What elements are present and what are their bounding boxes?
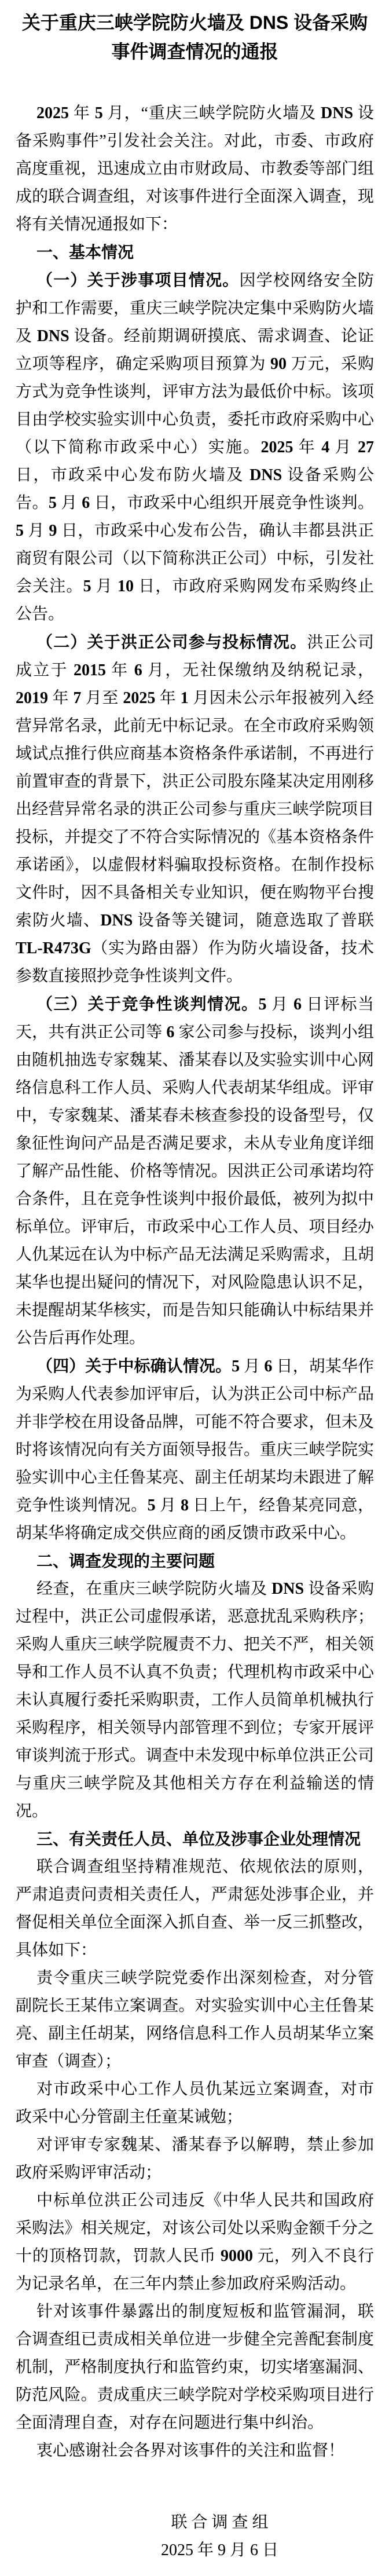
paragraph: （四）关于中标确认情况。5 月 6 日，胡某华作为采购人代表参加评审后，认为洪正公司中标产品并非学校在用设备品牌，可能不符合要求，但未及时将该情况向有关方面领导报告。重庆三峡学院实验实训中心主任鲁某亮、副主任胡某均未跟进了解竞争性谈判情况。5 月 8 日上午，经鲁某亮同意，胡某华将确定成交供应商的函反馈市政采中心。	[16, 1357, 374, 1542]
paragraph: （二）关于洪正公司参与投标情况。洪正公司成立于 2015 年 6 月，无社保缴纳及纳税记录，2019 年 7 月至 2025 年 1 月因未公示年报被列入经营异常名录，此前无中标记录。在全市政府采购领域试点推行供应商基本资格条件承诺制，不再进行前置审查的背景下，洪正公司股东隆某决定用刚移出经营异常名录的洪正公司参与重庆三峡学院项目投标，并提交了不符合实际情况的《基本资格条件承诺函》，以虚假材料骗取投标资格。在制作投标文件时，因不具备相关专业知识，便在购物平台搜索防火墙、DNS 设备等关键词，随意选取了普联 TL-R473G（实为路由器）作为防火墙设备，技术参数直接照抄竞争性谈判文件。	[16, 633, 374, 985]
paragraph: 2025 年 5 月，“重庆三峡学院防火墙及 DNS 设备采购事件”引发社会关注。对此，市委、市政府高度重视，迅速成立由市财政局、市教委等部门组成的联合调查组，对该事件进行全面深入调查，现将有关情况通报如下：	[16, 104, 374, 233]
paragraph-lead: （三）关于竞争性谈判情况。	[36, 995, 259, 1013]
paragraph: 对评审专家魏某、潘某春予以解聘，禁止参加政府采购评审活动；	[16, 2136, 374, 2182]
paragraph: 联合调查组坚持精准规范、依规依法的原则，严肃追责问责相关责任人，严肃惩处涉事企业，并督促相关单位全面深入抓自查、举一反三抓整改，具体如下：	[16, 1858, 374, 1959]
paragraph-lead: （四）关于中标确认情况。	[36, 1357, 232, 1375]
paragraph: （一）关于涉事项目情况。因学校网络安全防护和工作需要，重庆三峡学院决定集中采购防火墙及 DNS 设备。经前期调研摸底、需求调查、论证立项等程序，确定采购项目预算为 90 万元，采购方式为竞争性谈判，评审方法为最低价中标。该项目由学校实验实训中心负责，委托市政府采购中心（以下简称市政采中心）实施。2025 年 4 月 27 日，市政采中心发布防火墙及 DNS 设备采购公告。5 月 6 日，市政采中心组织开展竞争性谈判。5 月 9 日，市政采中心发布公告，确认丰都县洪正商贸有限公司（以下简称洪正公司）中标，引发社会关注。5 月 10 日，市政府采购网发布采购终止公告。	[16, 271, 374, 623]
section-heading: 三、有关责任人员、单位及涉事企业处理情况	[36, 1830, 361, 1848]
paragraph: 针对该事件暴露出的制度短板和监管漏洞，联合调查组已责成相关单位进一步健全完善配套制度机制，严格制度执行和监管约束，切实堵塞漏洞、防范风险。责成重庆三峡学院对学校采购项目进行全面清理自查，对存在问题进行集中纠治。	[16, 2303, 374, 2432]
section-heading: 二、调查发现的主要问题	[36, 1552, 215, 1570]
paragraph: （三）关于竞争性谈判情况。5 月 6 日评标当天，共有洪正公司等 6 家公司参与投标，谈判小组由随机抽选专家魏某、潘某春以及实验实训中心网络信息科工作人员、采购人代表胡某华组成。评审中，专家魏某、潘某春未核查参投的设备型号，仅象征性询问产品是否满足要求，未从专业角度详细了解产品性能、价格等情况。因洪正公司承诺均符合条件，且在竞争性谈判中报价最低，被列为拟中标单位。评审后，市政采中心工作人员、项目经办人仇某远在认为中标产品无法满足采购需求，且胡某华也提出疑问的情况下，对风险隐患认识不足，未提醒胡某华核实，而是告知只能确认中标结果并公告后再作处理。	[16, 995, 374, 1347]
paragraph-lead: （一）关于涉事项目情况。	[36, 271, 240, 289]
paragraph: 对市政采中心工作人员仇某远立案调查，对市政采中心分管副主任童某诫勉；	[16, 2080, 374, 2126]
signature-date: 2025 年 9 月 6 日	[160, 2541, 278, 2559]
document-body	[16, 100, 374, 2465]
document-title	[16, 8, 374, 66]
section-heading: 一、基本情况	[36, 243, 134, 261]
paragraph: 衷心感谢社会各界对该事件的关注和监督！	[36, 2442, 345, 2460]
signature-org: 联 合 调 查 组	[171, 2513, 269, 2531]
paragraph: 中标单位洪正公司违反《中华人民共和国政府采购法》相关规定，对该公司处以采购金额千分之十的顶格罚款，罚款人民币 9000 元，列入不良行为记录名单，在三年内禁止参加政府采购活动。	[16, 2191, 374, 2293]
title-line-1: 关于重庆三峡学院防火墙及 DNS 设备采购	[21, 12, 368, 33]
signature-block	[161, 2509, 278, 2564]
title-line-2: 事件调查情况的通报	[111, 41, 278, 62]
paragraph: 经查，在重庆三峡学院防火墙及 DNS 设备采购过程中，洪正公司虚假承诺，恶意扰乱采购秩序；采购人重庆三峡学院履责不力、把关不严，相关领导和工作人员不认真不负责；代理机构市政采中心未认真履行委托采购职责，工作人员简单机械执行采购程序，相关领导内部管理不到位；专家开展评审谈判流于形式。调查中未发现中标单位洪正公司与重庆三峡学院及其他相关方存在利益输送的情况。	[16, 1580, 374, 1820]
paragraph-lead: （二）关于洪正公司参与投标情况。	[36, 633, 307, 651]
paragraph: 责令重庆三峡学院党委作出深刻检查，对分管副院长王某伟立案调查。对实验实训中心主任鲁某亮、副主任胡某，网络信息科工作人员胡某华立案审查（调查）；	[16, 1969, 374, 2070]
